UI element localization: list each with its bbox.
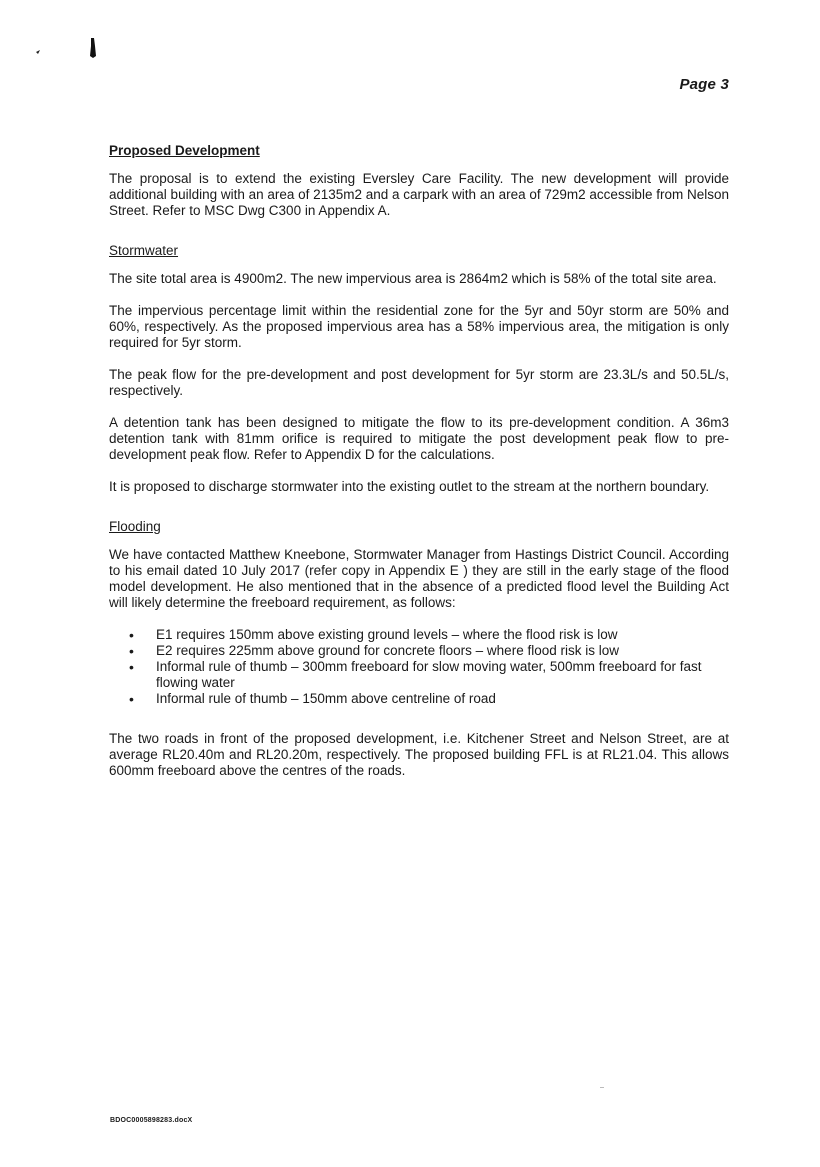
heading-stormwater: Stormwater — [109, 243, 179, 258]
paragraph-site-area: The site total area is 4900m2. The new impervious area is 2864m2 which is 58% of the total site area. — [109, 271, 717, 286]
paragraph-proposal: The proposal is to extend the existing Eversley Care Facility. The new development will provide additional building with an area of 2135m2 and a carpark with an area of 729m2 accessible from Nelson Street. Refer to MSC Dwg C300 in Appendix A. — [109, 171, 729, 218]
heading-flooding: Flooding — [109, 519, 161, 534]
page-number: Page 3 — [679, 76, 729, 93]
paragraph-peak-flow: The peak flow for the pre-development and post development for 5yr storm are 23.3L/s and 50.5L/s, respectively. — [109, 367, 729, 398]
scan-speck — [600, 1087, 604, 1088]
freeboard-requirements-list — [109, 627, 729, 707]
section-flooding — [109, 519, 729, 779]
paragraph-impervious-limit: The impervious percentage limit within the residential zone for the 5yr and 50yr storm are 50% and 60%, respectively. As the proposed impervious area has a 58% impervious area, the mitigation is only required for 5yr storm. — [109, 303, 729, 350]
list-item: • Informal rule of thumb – 150mm above centreline of road — [109, 691, 729, 707]
document-reference: BDOC0005898283.docX — [110, 1117, 193, 1124]
paragraph-roads-freeboard: The two roads in front of the proposed development, i.e. Kitchener Street and Nelson Street, are at average RL20.40m and RL20.20m, respectively. The proposed building FFL is at RL21.04. This allows 600mm freeboard above the centres of the roads. — [109, 731, 729, 778]
heading-proposed-development: Proposed Development — [109, 143, 260, 158]
paragraph-discharge: It is proposed to discharge stormwater into the existing outlet to the stream at the northern boundary. — [109, 479, 710, 494]
scan-artifact-marks — [30, 34, 110, 64]
list-item: • E1 requires 150mm above existing ground levels – where the flood risk is low — [109, 627, 729, 643]
paragraph-detention-tank: A detention tank has been designed to mitigate the flow to its pre-development condition. A 36m3 detention tank with 81mm orifice is required to mitigate the post development peak flow to pre-development peak flow. Refer to Appendix D for the calculations. — [109, 415, 729, 462]
list-item: • Informal rule of thumb – 300mm freeboard for slow moving water, 500mm freeboard for fast flowing water — [109, 659, 729, 691]
list-item: • E2 requires 225mm above ground for concrete floors – where flood risk is low — [109, 643, 729, 659]
section-stormwater — [109, 243, 729, 495]
section-proposed-development — [109, 143, 729, 219]
paragraph-flooding-intro: We have contacted Matthew Kneebone, Stormwater Manager from Hastings District Council. According to his email dated 10 July 2017 (refer copy in Appendix E ) they are still in the early stage of the flood model development. He also mentioned that in the absence of a predicted flood level the Building Act will likely determine the freeboard requirement, as follows: — [109, 547, 729, 610]
document-body — [109, 143, 729, 795]
